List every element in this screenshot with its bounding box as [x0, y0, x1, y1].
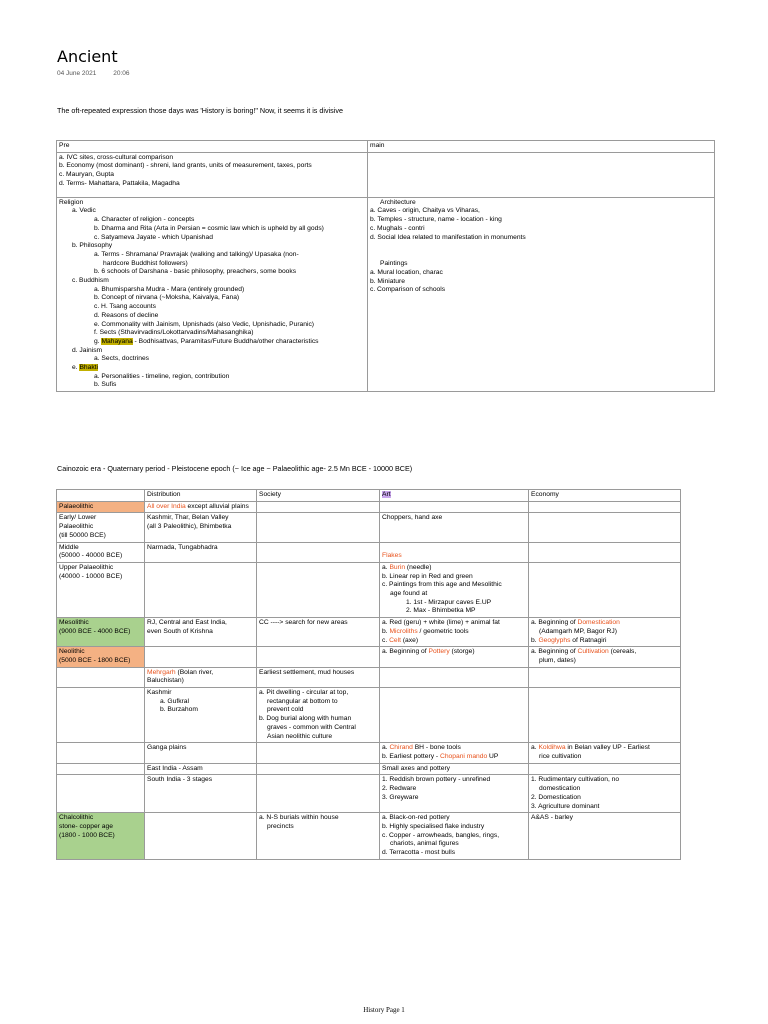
meso-distribution [145, 618, 257, 647]
art-line: c. Copper - arrowheads, bangles, rings, [382, 831, 500, 839]
buddhism-item: c. H. Tsang accounts [94, 303, 156, 311]
chalco-art [380, 813, 529, 860]
highlight-microliths: Microliths [389, 627, 418, 635]
header-distribution: Distribution [145, 490, 257, 502]
highlight-geoglyphs: Geoglyphs [538, 636, 571, 644]
econ-line: (Adamgarh MP, Bagor RJ) [539, 627, 617, 635]
bhakti-heading [59, 364, 365, 373]
header-pre: Pre [57, 141, 368, 153]
main-cell [368, 152, 715, 197]
label-line: (1800 - 1000 BCE) [59, 831, 115, 839]
row-label-middle [57, 542, 145, 562]
dist-line: RJ, Central and East India, [147, 619, 227, 627]
pre-item: b. Economy (most dominant) - shreni, land grants, units of measurement, taxes, ports [59, 162, 312, 170]
bhakti-item: a. Personalities - timeline, region, contribution [94, 372, 230, 380]
mehrgarh-society: Earliest settlement, mud houses [257, 667, 380, 687]
label-line: Chalcolithic [59, 814, 94, 822]
econ-line: domestication [539, 785, 581, 793]
buddhism-item: f. Sects (Sthavirvadins/Lokottarvadins/Mahasanghika) [94, 329, 254, 337]
page-date: 04 June 2021 [57, 70, 97, 77]
header-economy: Economy [529, 490, 681, 502]
econ-line: 2. Domestication [531, 793, 581, 801]
art-line: a. Red (geru) + white (lime) + animal fat [382, 619, 500, 627]
early-art: Choppers, hand axe [380, 513, 529, 542]
buddhism-item: b. Concept of nirvana (~Moksha, Kaivalya, Fana) [94, 294, 240, 302]
prefix: a. [382, 563, 390, 571]
highlight-bhakti: Bhakti [79, 364, 99, 372]
flakes-text: Flakes [382, 551, 402, 559]
ganga-distribution: Ganga plains [145, 743, 257, 763]
south-economy [529, 775, 681, 813]
prefix: a. Beginning of [531, 648, 578, 656]
society-line: Asian neolithic culture [267, 732, 333, 740]
art-line: 3. Greyware [382, 793, 419, 801]
label-line: (5000 BCE - 1800 BCE) [59, 656, 131, 664]
society-line: precincts [267, 822, 294, 830]
paintings-item: b. Miniature [370, 277, 405, 285]
mehrgarh-distribution [145, 667, 257, 687]
early-distribution [145, 513, 257, 542]
architecture-item: c. Mughals - contri [370, 224, 425, 232]
art-line: 1. Reddish brown pottery - unrefined [382, 776, 491, 784]
art-subitem: 2. Max - Bhimbetka MP [406, 607, 476, 615]
dist-subitem: a. Gufkral [160, 697, 189, 705]
pre-item: a. IVC sites, cross-cultural comparison [59, 153, 174, 161]
art-header-label: Art [382, 491, 391, 498]
art-line: b. Linear rep in Red and green [382, 572, 473, 580]
suffix: (storge) [449, 648, 475, 656]
religion-cell [57, 197, 368, 391]
south-art [380, 775, 529, 813]
east-art: Small axes and pottery [380, 763, 529, 775]
meso-economy [529, 618, 681, 647]
suffix: (cereals, [608, 648, 637, 656]
page-footer: History Page 1 [363, 1006, 405, 1014]
suffix: BH - bone tools [412, 744, 461, 752]
art-line: a. Black-on-red pottery [382, 814, 450, 822]
label-line: stone- copper age [59, 822, 113, 830]
header-blank [57, 490, 145, 502]
page-meta [57, 70, 145, 77]
society-line: a. N-S burials within house [259, 814, 339, 822]
prehistory-table [56, 489, 681, 860]
art-line: d. Terracotta - most bulls [382, 849, 456, 857]
buddhism-heading: c. Buddhism [72, 277, 109, 285]
prefix: a. Beginning of [382, 648, 429, 656]
art-line: chariots, animal figures [390, 840, 459, 848]
cainozoic-heading: Cainozoic era - Quaternary period - Pleistocene epoch (~ Ice age ~ Palaeolithic age- 2.5 Mn BCE - 10000 BCE) [57, 464, 413, 473]
paintings-item: c. Comparison of schools [370, 286, 446, 294]
meso-society: CC ----> search for new areas [257, 618, 380, 647]
suffix: (axe) [400, 636, 419, 644]
art-subitem: 1. 1st - Mirzapur caves E.UP [406, 598, 492, 606]
row-label-chalcolithic [57, 813, 145, 860]
dist-line: Kashmir, Thar, Belan Valley [147, 514, 229, 522]
art-line [382, 628, 526, 637]
buddhism-item: e. Commonality with Jainism, Upnishads (also Vedic, Upnishadic, Puranic) [94, 320, 315, 328]
society-line: prevent cold [267, 706, 304, 714]
suffix: (needle) [405, 563, 432, 571]
kashmir-society [257, 688, 380, 743]
item-prefix: e. [72, 364, 78, 372]
item-prefix: g. [94, 337, 100, 345]
label-line: (50000 - 40000 BCE) [59, 552, 123, 560]
label-line: (till 50000 BCE) [59, 531, 106, 539]
paintings-item: a. Mural location, charac [370, 268, 443, 276]
prefix: a. Beginning of [531, 619, 578, 627]
buddhism-item: d. Reasons of decline [94, 311, 159, 319]
highlight-burin: Burin [389, 563, 406, 571]
highlight-chopani-mando: Chopani mando [439, 752, 488, 760]
architecture-item: a. Caves - origin, Chaitya vs Viharas, [370, 207, 480, 215]
religion-title: Religion [59, 198, 84, 206]
label-line: (40000 - 10000 BCE) [59, 572, 123, 580]
label-line: Upper Palaeolithic [59, 563, 114, 571]
highlight-domestication: Domestication [577, 619, 620, 627]
intro-text: The oft-repeated expression those days was 'History is boring!" Now, it seems it is divisive [57, 106, 343, 115]
suffix: UP [487, 752, 499, 760]
philosophy-heading: b. Philosophy [72, 242, 113, 250]
art-line: c. Paintings from this age and Mesolithic [382, 581, 502, 589]
vedic-item: c. Satyameva Jayate - which Upanishad [94, 233, 213, 241]
south-distribution: South India - 3 stages [145, 775, 257, 813]
prefix: c. [382, 636, 390, 644]
society-line: graves - common with Central [267, 723, 356, 731]
suffix: / geometric tools [417, 627, 469, 635]
econ-line: 1. Rudimentary cultivation, no [531, 776, 620, 784]
neo-art [380, 647, 529, 667]
highlight-cultivation: Cultivation [577, 648, 609, 656]
dist-line: Kashmir [147, 689, 172, 697]
prefix: a. [531, 744, 539, 752]
chalco-society [257, 813, 380, 860]
chalco-economy: A&AS - barley [529, 813, 681, 860]
palaeo-distribution [145, 501, 257, 513]
philosophy-item-cont: hardcore Buddhist followers) [103, 259, 188, 267]
dist-line: even South of Krishna [147, 627, 213, 635]
prefix: b. [531, 636, 539, 644]
meso-art [380, 618, 529, 647]
art-line: age found at [390, 590, 428, 598]
label-line: Palaeolithic [59, 523, 94, 531]
econ-line [531, 619, 678, 628]
vedic-item: a. Character of religion - concepts [94, 216, 195, 224]
suffix: of Ratnagiri [570, 636, 607, 644]
pre-item: c. Mauryan, Gupta [59, 171, 115, 179]
row-label-upper [57, 562, 145, 617]
highlight-mahayana: Mahayana [101, 337, 133, 345]
highlight-koldihwa: Koldihwa [538, 744, 566, 752]
dist-text: except alluvial plains [185, 502, 249, 510]
society-line: b. Dog burial along with human [259, 715, 352, 723]
econ-line [531, 648, 678, 657]
art-line [382, 564, 526, 573]
header-art [380, 490, 529, 502]
paintings-title: Paintings [380, 260, 408, 268]
art-line [382, 637, 526, 646]
highlight-pottery: Pottery [428, 648, 450, 656]
suffix: in Belan valley UP - Earliest [565, 744, 650, 752]
upper-art [380, 562, 529, 617]
syllabus-table [56, 140, 715, 392]
society-line: rectangular at bottom to [267, 697, 338, 705]
label-line: Mesolithic [59, 619, 89, 627]
row-label-early [57, 513, 145, 542]
item-text: - Bodhisattvas, Paramitas/Future Buddha/other characteristics [134, 337, 319, 345]
philosophy-item: a. Terms - Shramana/ Pravrajak (walking and talking)/ Upasaka (non- [94, 250, 299, 258]
kashmir-distribution [145, 688, 257, 743]
ganga-economy [529, 743, 681, 763]
row-label-palaeolithic: Palaeolithic [57, 501, 145, 513]
dist-subitem: b. Burzahom [160, 706, 198, 714]
prefix: b. [382, 627, 390, 635]
dist-line: Baluchistan) [147, 677, 184, 685]
architecture-item: d. Social Idea related to manifestation in monuments [370, 233, 526, 241]
dist-line: (all 3 Paleolithic), Bhimbetka [147, 523, 232, 531]
art-line: b. Highly specialised flake industry [382, 822, 485, 830]
art-cell [368, 197, 715, 391]
architecture-item: b. Temples - structure, name - location - king [370, 216, 502, 224]
middle-distribution: Narmada, Tungabhadra [145, 542, 257, 562]
ganga-art [380, 743, 529, 763]
pre-item: d. Terms- Mahattara, Pattakila, Magadha [59, 179, 180, 187]
row-label-neolithic [57, 647, 145, 667]
prefix: a. [382, 744, 390, 752]
label-line: Neolithic [59, 648, 85, 656]
label-line: (9000 BCE - 4000 BCE) [59, 627, 131, 635]
suffix: (Bolan river, [175, 668, 214, 676]
econ-line: plum, dates) [539, 656, 576, 664]
econ-line: 3. Agriculture dominant [531, 802, 600, 810]
buddhism-item: a. Bhumisparsha Mudra - Mara (entirely grounded) [94, 285, 245, 293]
row-label-mesolithic [57, 618, 145, 647]
bhakti-item: b. Sufis [94, 381, 117, 389]
pre-cell [57, 152, 368, 197]
econ-line: rice cultivation [539, 752, 582, 760]
philosophy-item: b. 6 schools of Darshana - basic philosophy, preachers, some books [94, 268, 297, 276]
highlight-all-india: All over India [147, 502, 186, 510]
vedic-item: b. Dharma and Rita (Arta in Persian = cosmic law which is upheld by all gods) [94, 224, 324, 232]
middle-art [380, 542, 529, 562]
header-society: Society [257, 490, 380, 502]
prefix: b. Earliest pottery - [382, 752, 440, 760]
jainism-heading: d. Jainism [72, 346, 103, 354]
east-distribution: East India - Assam [145, 763, 257, 775]
architecture-title: Architecture [380, 198, 416, 206]
label-line: Middle [59, 543, 79, 551]
society-line: a. Pit dwelling - circular at top, [259, 689, 349, 697]
header-main: main [368, 141, 715, 153]
highlight-celt: Celt [389, 636, 401, 644]
label-line: Early/ Lower [59, 514, 97, 522]
highlight-chirand: Chirand [389, 744, 413, 752]
art-line: 2. Redware [382, 785, 417, 793]
neo-economy [529, 647, 681, 667]
jainism-item: a. Sects, doctrines [94, 355, 150, 363]
buddhism-item-mahayana [59, 338, 365, 347]
vedic-heading: a. Vedic [72, 207, 96, 215]
page-title: Ancient [57, 47, 118, 66]
highlight-mehrgarh: Mehrgarh [147, 668, 176, 676]
econ-line [531, 637, 678, 646]
page-time: 20:06 [113, 70, 130, 77]
